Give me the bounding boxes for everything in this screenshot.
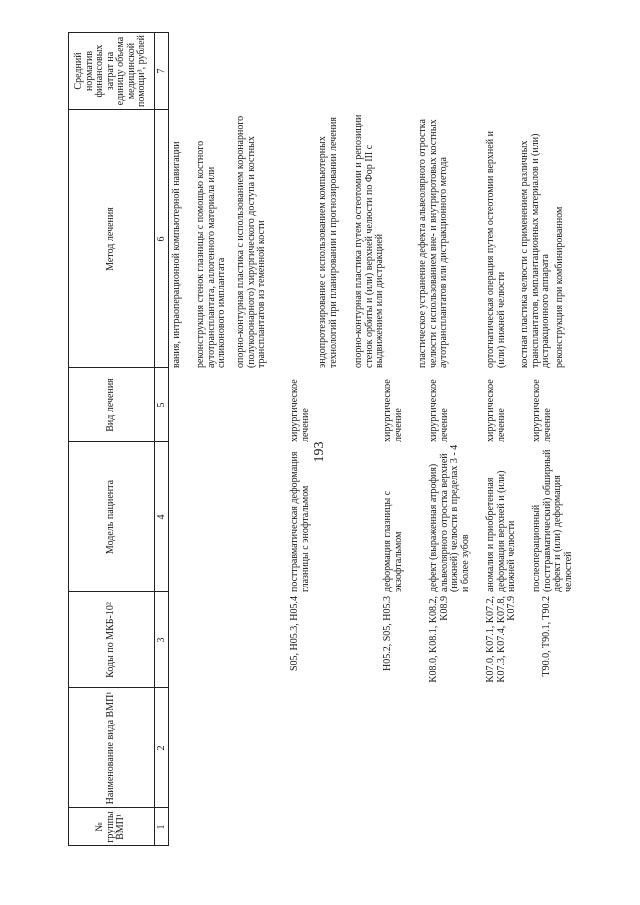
column-number: 6 xyxy=(156,236,167,242)
column-border xyxy=(68,367,168,368)
column-border xyxy=(68,441,168,442)
header-icd-codes: Коды по МКБ-10² xyxy=(104,602,116,678)
treatment-type-cell: хирургическое лечение xyxy=(485,379,507,442)
treatment-method-cell: костная пластика челюсти с применением различных трансплантатов, имплантационных материалов и (или) дистракционного аппарата xyxy=(519,133,551,368)
column-number: 2 xyxy=(156,745,167,751)
header-patient-model: Модель пациента xyxy=(104,479,116,555)
column-border xyxy=(68,807,168,808)
column-border xyxy=(68,32,168,33)
treatment-type-column xyxy=(168,368,568,442)
header-cost-norm: Средний норматив финансовых затрат на единицу объема медицинской помощи³, рублей xyxy=(73,35,148,107)
column-border xyxy=(68,109,168,110)
treatment-type-cell: хирургическое лечение xyxy=(289,379,311,442)
column-border xyxy=(68,687,168,688)
header-treatment-type: Вид лечения xyxy=(104,378,116,432)
treatment-method-cell: опорно-контурная пластика с использованием коронарного (полукоронарного) хирургического доступа и костных трансплантатов из теменной кости xyxy=(235,115,267,368)
page-number-text: 193 xyxy=(312,441,327,463)
column-number-row xyxy=(154,32,168,846)
icd-codes-cell: K07.0, K07.1, K07.2, K07.3, K07.4, K07.8, K07.9 xyxy=(485,596,517,683)
treatment-method-cell: эндопротезирование с использованием компьютерных технологий при планировании и прогнозировании лечения xyxy=(317,117,339,368)
icd-codes-cell: K08.0, K08.1, K08.2, K08.9 xyxy=(428,596,450,683)
icd-codes-cell: H05.2, S05, H05.3 xyxy=(382,596,393,672)
treatment-method-cell: опорно-контурная пластика путем остеотомии и репозиции стенок орбиты и (или) верхней челюсти по Фор III с выдвижением или дистракцией xyxy=(353,114,385,368)
header-divider xyxy=(154,32,155,846)
column-number: 7 xyxy=(156,68,167,74)
icd-codes-column xyxy=(168,592,568,688)
patient-model-cell: послеоперационный (посттравматический) обширный дефект и (или) деформация челюстей xyxy=(531,449,574,592)
treatment-method-column xyxy=(168,110,568,368)
icd-codes-cell: S05, H05.3, H05.4 xyxy=(289,596,300,672)
icd-codes-cell: T90.0, T90.1, T90.2 xyxy=(541,596,552,677)
column-number: 5 xyxy=(156,402,167,408)
patient-model-column xyxy=(168,442,574,592)
column-number: 1 xyxy=(156,824,167,830)
header-vmp-name: Наименование вида ВМП¹ xyxy=(104,691,116,805)
header-group-no: № группы ВМП¹ xyxy=(94,811,127,843)
column-number: 3 xyxy=(156,637,167,643)
treatment-method-continuation: вания, интраоперационной компьютерной навигации xyxy=(171,141,182,368)
treatment-type-cell: хирургическое лечение xyxy=(428,379,450,442)
patient-model-cell: деформация глазницы с экзофтальмом xyxy=(382,490,404,592)
table-header-row xyxy=(68,32,154,846)
column-border xyxy=(68,845,168,846)
treatment-method-cell: ортогнатическая операция путем остеотомии верхней и (или) нижней челюсти xyxy=(485,131,507,368)
treatment-method-cell: реконструкция при комбинированном xyxy=(554,206,565,368)
column-number-divider xyxy=(168,32,169,846)
treatment-type-cell: хирургическое лечение xyxy=(382,379,404,442)
rotated-table-frame xyxy=(68,32,574,846)
patient-model-cell: аномалия и приобретенная деформация верхней и (или) нижней челюсти xyxy=(485,470,517,592)
treatment-type-cell: хирургическое лечение xyxy=(531,379,553,442)
patient-model-cell: посттравматическая деформация глазницы с энофтальмом xyxy=(289,451,311,592)
patient-model-cell: дефект (выраженная атрофия) альвеолярного отростка верхней (нижней) челюсти в пределах 3 - 4 и более зубов xyxy=(428,444,471,592)
header-treatment-method: Метод лечения xyxy=(104,207,116,271)
treatment-method-cell: реконструкция стенок глазницы с помощью костного аутотрансплантата, аллогенного материала или силиконового имплантата xyxy=(195,140,227,368)
treatment-method-cell: пластическое устранение дефекта альвеолярного отростка челюсти с использованием вне- и внутриротовых костных аутотрансплантатов или дистракционного метода xyxy=(417,119,449,368)
vmp-table xyxy=(68,32,574,846)
column-border xyxy=(68,591,168,592)
column-number: 4 xyxy=(156,514,167,520)
table-body xyxy=(168,32,574,846)
table-border-top xyxy=(68,32,69,846)
